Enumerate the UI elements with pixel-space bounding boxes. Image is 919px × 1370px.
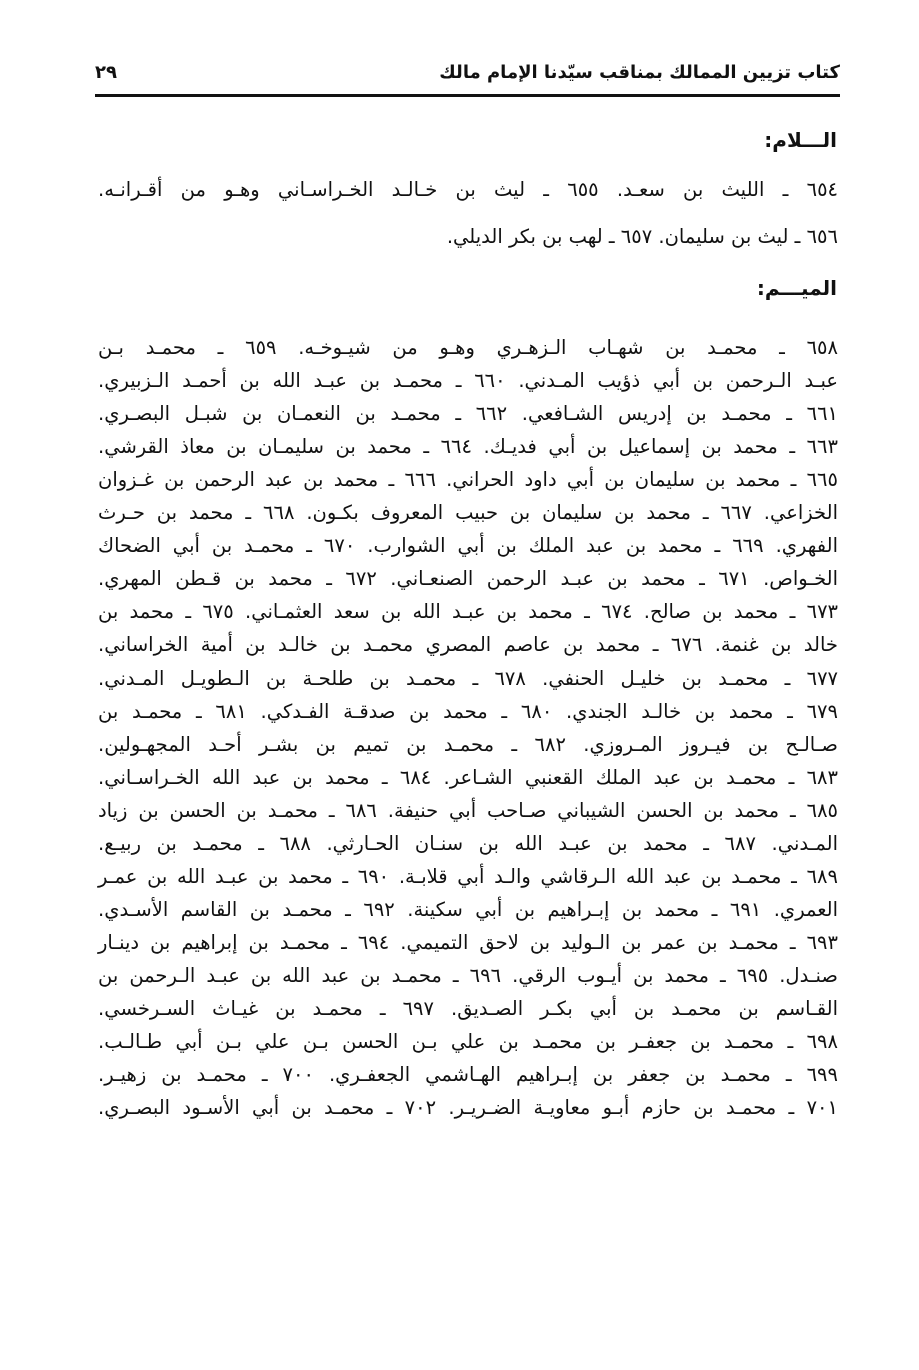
text-line: الفهري. ٦٦٩ ـ محمد بن عبد الملك بن أبي الشوارب. ٦٧٠ ـ محمـد بن أبي الضحاك xyxy=(98,534,838,558)
text-line: ٦٥٤ ـ الليث بن سعـد. ٦٥٥ ـ ليث بن خـالـد الخـراسـاني وهـو من أقـرانـه. xyxy=(98,178,839,201)
text-line: المـدني. ٦٨٧ ـ محمد بن عبـد الله بن سنـان الحـارثي. ٦٨٨ ـ محمـد بن ربيـع. xyxy=(98,831,838,855)
text-line: ٦٧٩ ـ محمد بن خالـد الجندي. ٦٨٠ ـ محمد بن صدقـة الفـدكي. ٦٨١ ـ محمـد بن xyxy=(98,699,838,723)
section-heading-lam: الـــلام: xyxy=(764,128,837,152)
text-line: ٦٩٩ ـ محمـد بن جعفر بن إبـراهيم الهـاشمي الجعفـري. ٧٠٠ ـ محمـد بن زهيـر. xyxy=(98,1063,838,1087)
text-line: ٦٩٨ ـ محمـد بن جعفـر بن محمـد بن علي بـن الحسن بـن علي بـن أبي طـالـب. xyxy=(98,1030,838,1054)
book-title: كتاب تزيين الممالك بمناقب سيّدنا الإمام مالك xyxy=(439,62,840,83)
page-header xyxy=(95,58,840,94)
header-rule xyxy=(95,94,840,97)
text-line: العمري. ٦٩١ ـ محمد بن إبـراهيم بن أبي سكينة. ٦٩٢ ـ محمـد بن القاسم الأسـدي. xyxy=(98,897,838,921)
text-line: عبـد الـرحمن بن أبي ذؤيب المـدني. ٦٦٠ ـ محمـد بن عبـد الله بن أحمـد الـزبيري. xyxy=(98,369,838,393)
text-line: الخـواص. ٦٧١ ـ محمد بن عبـد الرحمن الصنعـاني. ٦٧٢ ـ محمد بن قـطن المهري. xyxy=(98,567,839,591)
text-line: صـالـح بن فيـروز المـروزي. ٦٨٢ ـ محمـد بن تميم بن بشـر أحـد المجهـولين. xyxy=(98,732,838,756)
text-line: ٦٨٩ ـ محمـد بن عبد الله الـرقاشي والـد أبي قلابـة. ٦٩٠ ـ محمد بن عبـد الله بن عمـر xyxy=(98,864,838,888)
text-line: ٦٥٨ ـ محمـد بن شهـاب الـزهـري وهـو من شيـوخـه. ٦٥٩ ـ محمـد بـن xyxy=(98,336,838,359)
text-line: ٦٧٣ ـ محمد بن صالح. ٦٧٤ ـ محمد بن عبـد الله بن سعد العثمـاني. ٦٧٥ ـ محمد بن xyxy=(98,600,839,624)
text-line: ٦٥٦ ـ ليث بن سليمان. ٦٥٧ ـ لهب بن بكر الديلي. xyxy=(446,225,838,248)
text-line: الخزاعي. ٦٦٧ ـ محمد بن سليمان بن حبيب المعروف بكـون. ٦٦٨ ـ محمد بن حـرث xyxy=(98,501,838,525)
text-line: ٦٦٣ ـ محمد بن إسماعيل بن أبي فديـك. ٦٦٤ ـ محمد بن سليمـان بن معاذ القرشي. xyxy=(98,435,838,459)
text-line: ٦٨٥ ـ محمد بن الحسن الشيباني صـاحب أبي حنيفة. ٦٨٦ ـ محمـد بن الحسن بن زياد xyxy=(98,798,839,822)
section-heading-meem: الميـــم: xyxy=(756,276,837,300)
text-line: ٦٦١ ـ محمـد بن إدريس الشـافعي. ٦٦٢ ـ محمـد بن النعمـان بن شبـل البصـري. xyxy=(98,402,839,426)
text-line: ٦٩٣ ـ محمـد بن عمر بن الـوليد بن لاحق التميمي. ٦٩٤ ـ محمـد بن إبراهيم بن دينـار xyxy=(98,930,838,954)
text-line: ٦٨٣ ـ محمـد بن عبد الملك القعنبي الشـاعر. ٦٨٤ ـ محمد بن عبد الله الخـراسـاني. xyxy=(98,765,838,789)
text-line: ٧٠١ ـ محمـد بن حازم أبـو معاويـة الضـريـر. ٧٠٢ ـ محمـد بن أبي الأسـود البصـري. xyxy=(98,1096,838,1120)
page-number: ٢٩ xyxy=(95,62,117,83)
text-line: ٦٦٥ ـ محمد بن سليمان بن أبي داود الحراني. ٦٦٦ ـ محمد بن عبد الرحمن بن غـزوان xyxy=(98,468,838,492)
text-line: القـاسم بن محمـد بن أبي بكـر الصـديق. ٦٩٧ ـ محمـد بن غيـاث السـرخسي. xyxy=(98,997,838,1020)
text-line: خالد بن غنمة. ٦٧٦ ـ محمد بن عاصم المصري محمـد بن خالـد بن أمية الخراساني. xyxy=(98,633,838,657)
text-line: ٦٧٧ ـ محمـد بن خليـل الحنفي. ٦٧٨ ـ محمـد بن طلحـة بن الـطويـل المـدني. xyxy=(98,666,839,690)
text-line: صنـدل. ٦٩٥ ـ محمد بن أيـوب الرقي. ٦٩٦ ـ محمـد بن عبد الله بن عبـد الـرحمن بن xyxy=(98,963,838,987)
